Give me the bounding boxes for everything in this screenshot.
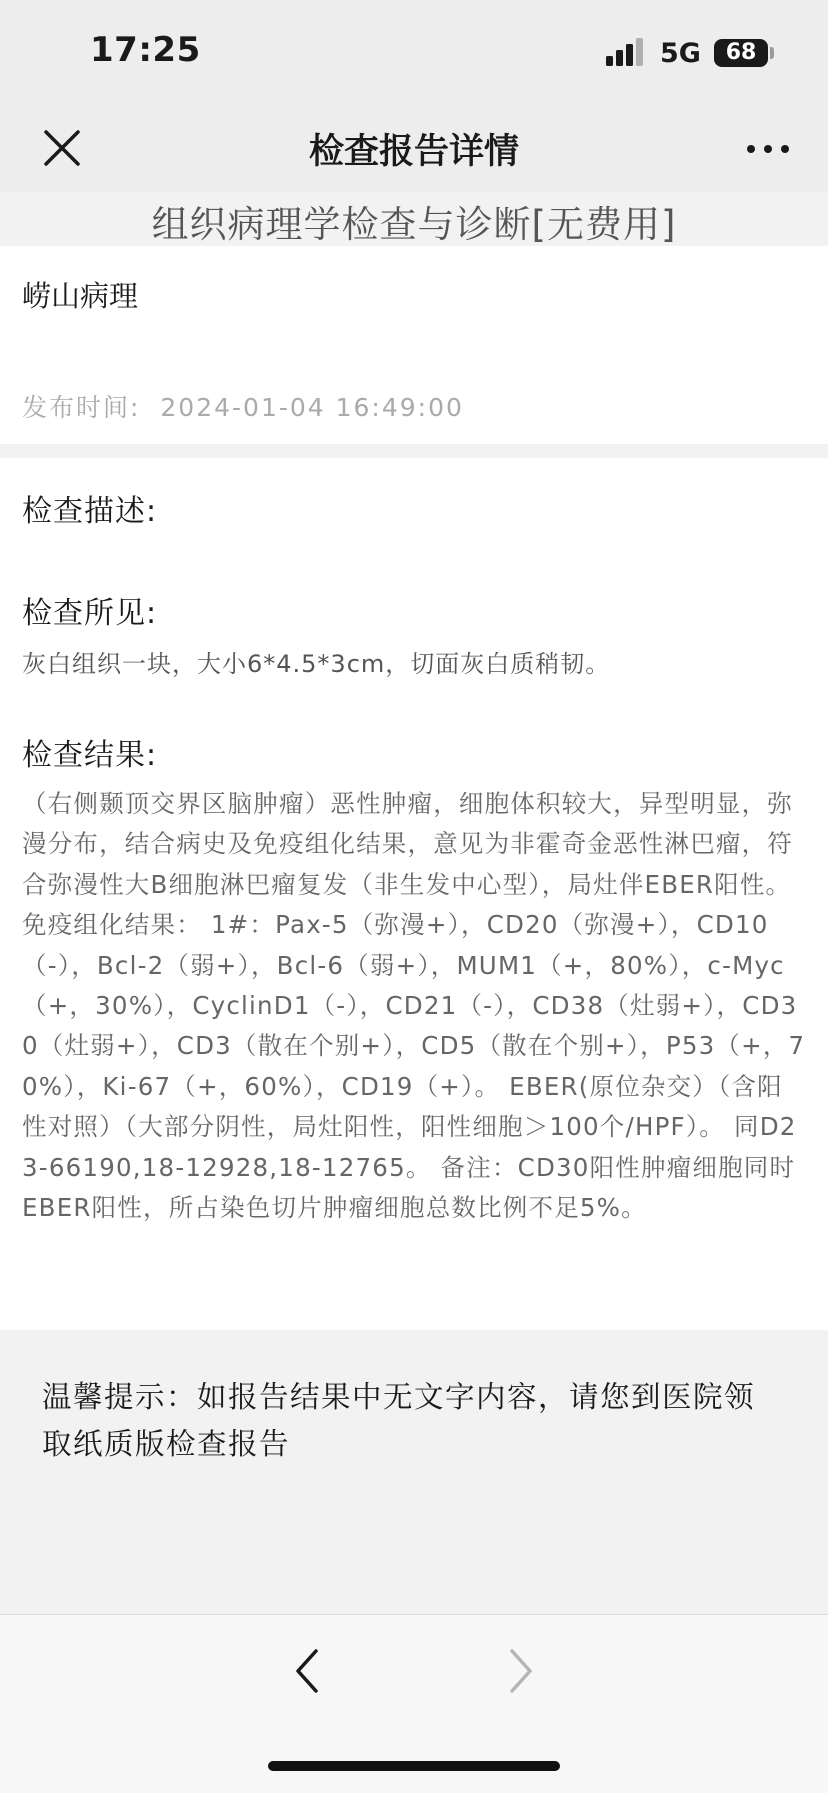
result-text: （右侧颞顶交界区脑肿瘤）恶性肿瘤，细胞体积较大，异型明显，弥漫分布，结合病史及免疫组化结果，意见为非霍奇金恶性淋巴瘤，符合弥漫性大B细胞淋巴瘤复发（非生发中心型），局灶伴EBER阳性。 免疫组化结果： 1#：Pax-5（弥漫+），CD20（弥漫+），CD10（-），Bcl-2（弱+），Bcl-6（弱+），MUM1（+，80%），c-Myc（+，30%），CyclinD1（-），CD21（-），CD38（灶弱+），CD30（灶弱+），CD3（散在个别+），CD5（散在个别+），P53（+，70%），Ki-67（+，60%），CD19（+）。 EBER(原位杂交）（含阳性对照）（大部分阴性，局灶阳性，阳性细胞＞100个/HPF）。 同D23-66190,18-12928,18-12765。 备注：CD30阳性肿瘤细胞同时EBER阳性，所占染色切片肿瘤细胞总数比例不足5%。: [22, 789, 806, 1223]
battery-cap: [770, 47, 774, 59]
notice-tip: 温馨提示：如报告结果中无文字内容，请您到医院领取纸质版检查报告: [42, 1380, 756, 1461]
home-indicator: [268, 1761, 560, 1771]
nav-bar: [0, 106, 828, 192]
more-icon[interactable]: [744, 142, 792, 156]
bottom-toolbar: [0, 1614, 828, 1793]
description-label: 检查描述:: [22, 494, 158, 529]
publish-time-value: 2024-01-04 16:49:00: [160, 393, 464, 422]
battery-icon: 68: [714, 39, 768, 67]
report-meta-card: [0, 246, 828, 444]
network-type: 5G: [660, 38, 701, 69]
chevron-left-icon[interactable]: [290, 1645, 324, 1697]
signal-icon: [606, 38, 646, 66]
page-title: 检查报告详情: [308, 132, 519, 172]
findings-text: 灰白组织一块，大小6*4.5*3cm，切面灰白质稍韧。: [22, 650, 611, 678]
status-bar: [0, 0, 828, 106]
findings-label: 检查所见:: [22, 596, 158, 631]
publish-time-label: 发布时间:: [22, 393, 141, 422]
publish-time-row: [22, 388, 464, 424]
report-title: 组织病理学检查与诊断[无费用]: [151, 203, 677, 246]
department-name: 崂山病理: [22, 279, 139, 313]
report-header: [0, 192, 828, 246]
result-label: 检查结果:: [22, 738, 158, 773]
status-time: 17:25: [90, 30, 201, 70]
chevron-right-icon: [504, 1645, 538, 1697]
report-details-card: [0, 458, 828, 1330]
